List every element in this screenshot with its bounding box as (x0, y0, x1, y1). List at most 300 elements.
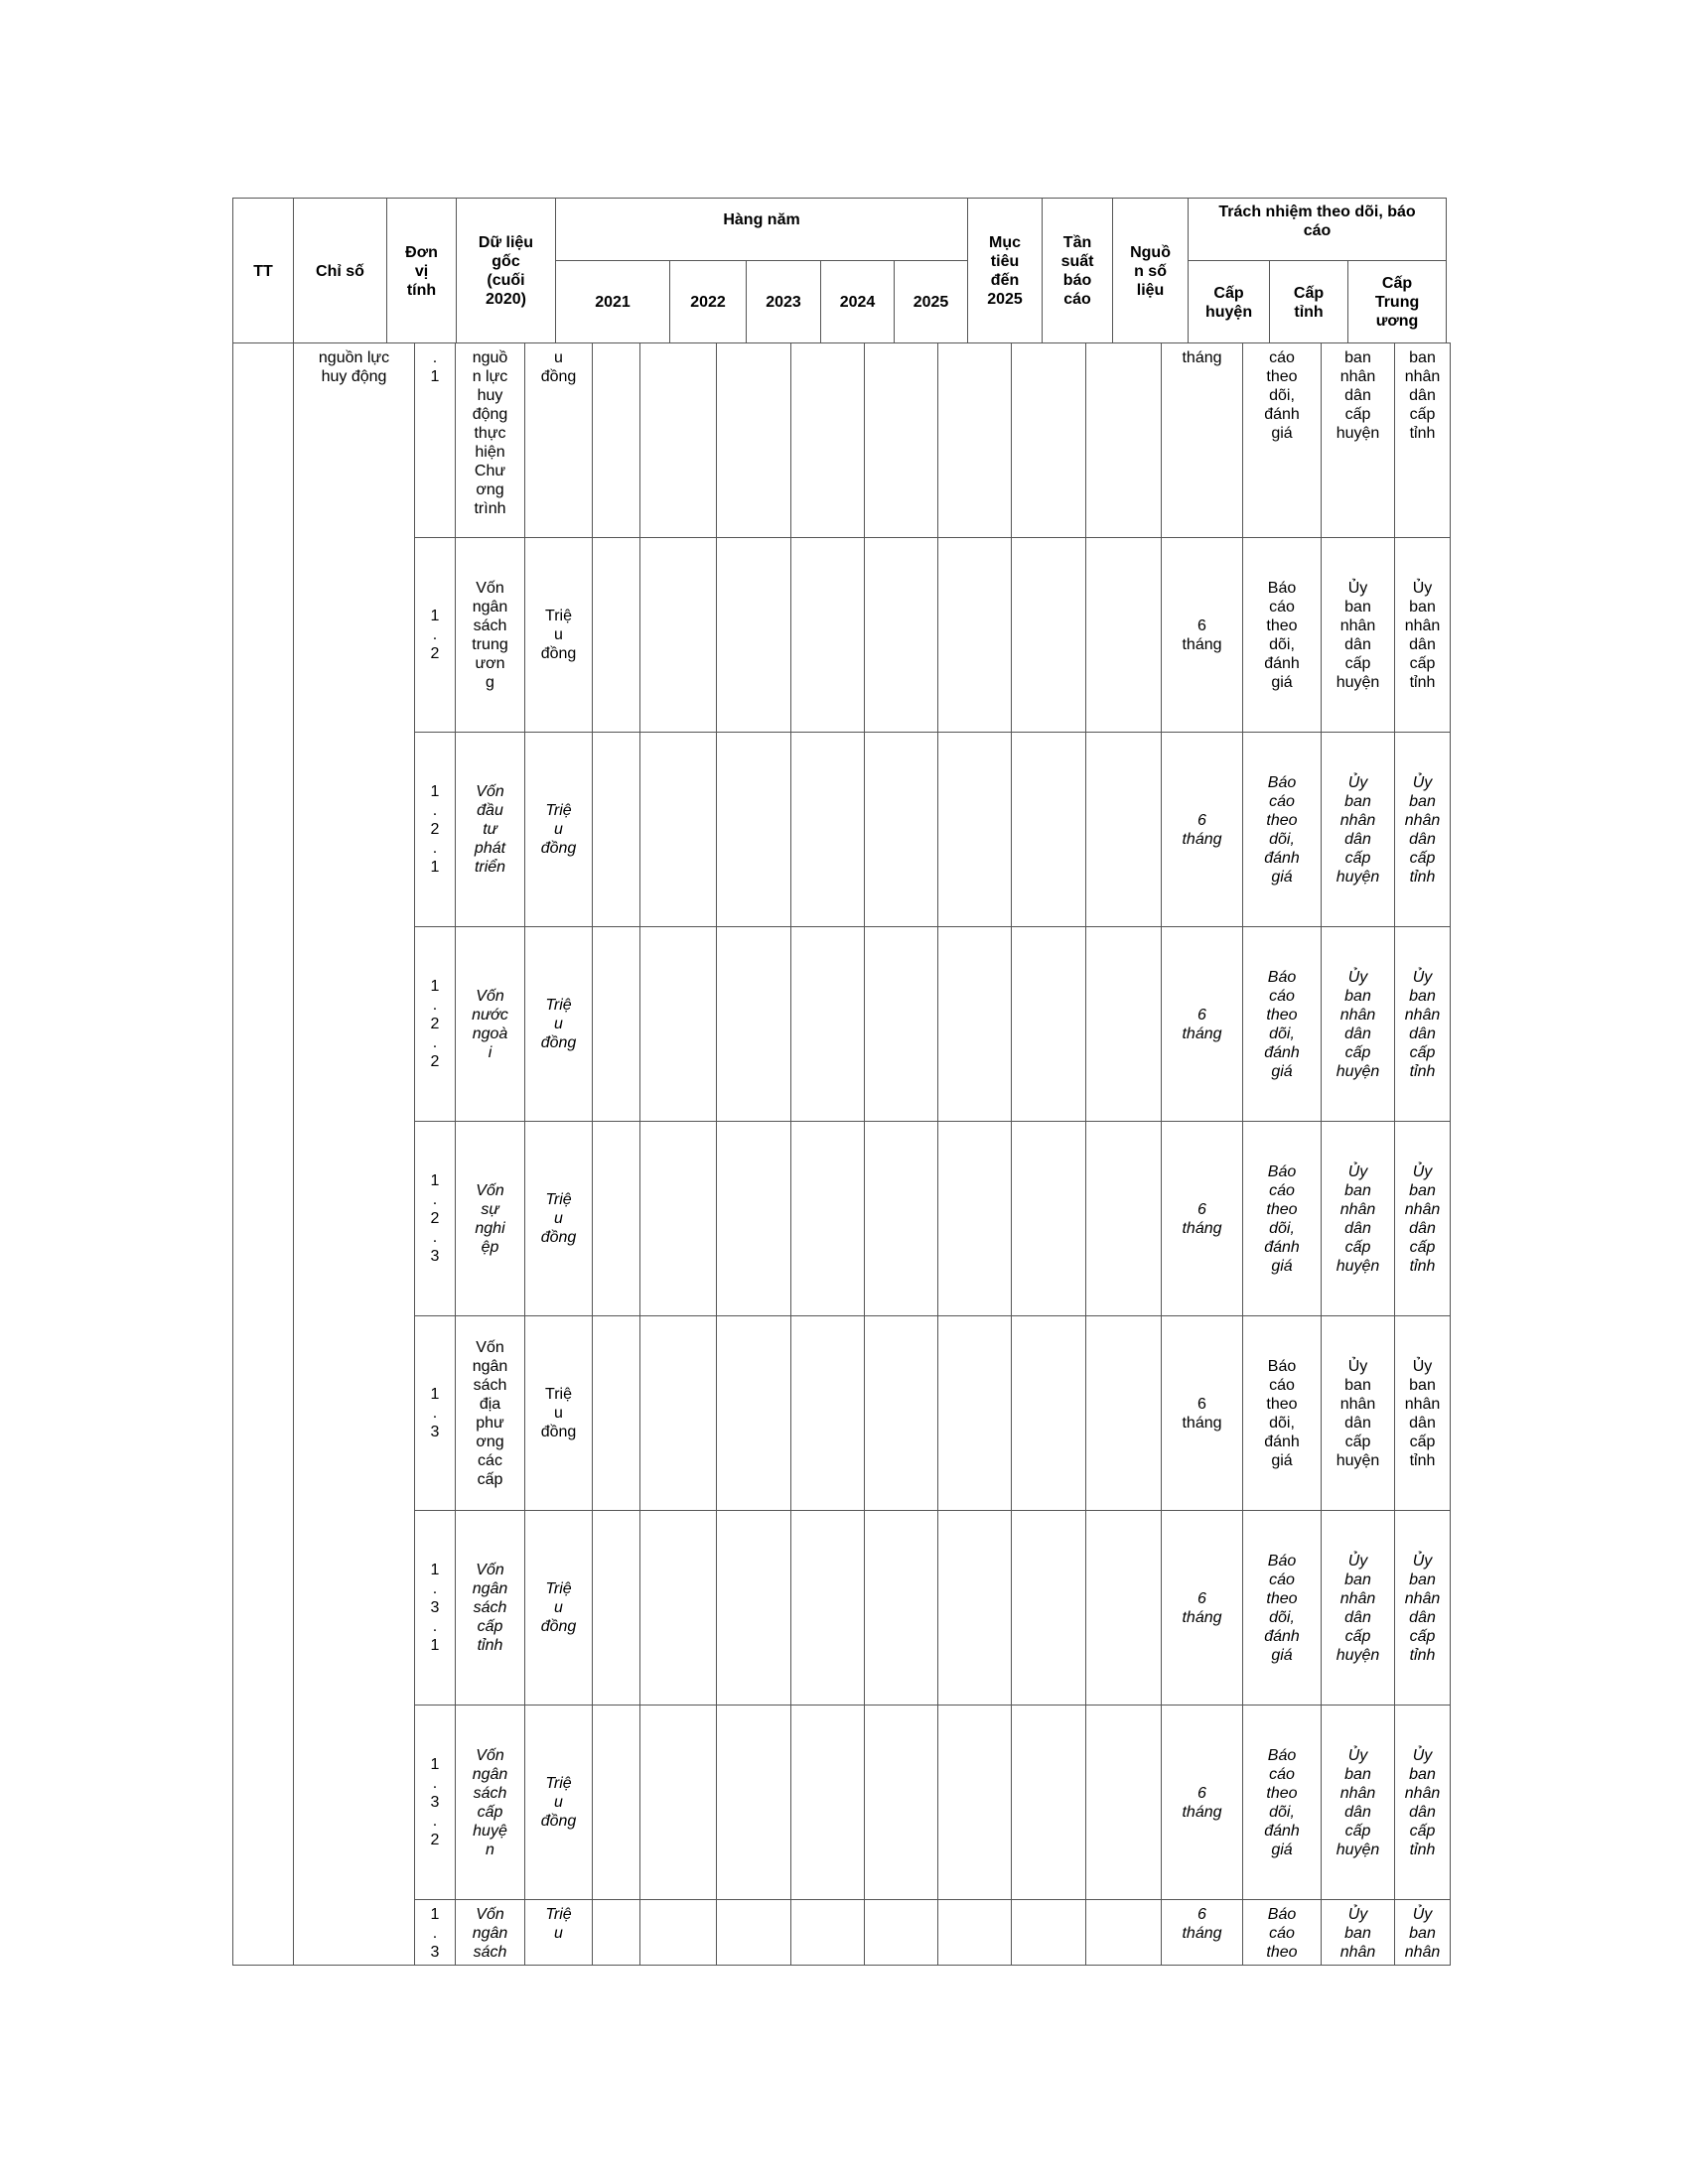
row-source-line: Báo (1267, 1746, 1297, 1764)
row-huyen-cell (1322, 733, 1395, 927)
header-text-line: tiêu (990, 253, 1020, 270)
row-number-line: . (432, 1191, 438, 1208)
row-tinh-line: dân (1409, 1024, 1436, 1042)
row-huyen-line: Ủy (1347, 1552, 1368, 1570)
empty-value-cell (865, 1316, 938, 1511)
empty-value-cell (938, 1316, 1012, 1511)
empty-value-cell (791, 733, 865, 927)
row-name-line: tỉnh (477, 1637, 503, 1654)
row-huyen-line: Ủy (1347, 579, 1368, 597)
row-number-line: 3 (430, 1599, 440, 1616)
row-tinh-cell (1395, 733, 1451, 927)
row-tinh-line: nhân (1404, 1784, 1441, 1802)
empty-value-cell (791, 1511, 865, 1706)
chi-so-line: huy động (321, 368, 387, 385)
row-huyen-line: nhân (1339, 811, 1376, 829)
row-name-line: ngân (472, 1925, 508, 1942)
row-name-line: g (486, 673, 494, 691)
header-year-2024: 2024 (821, 261, 895, 344)
row-huyen-line: huyện (1336, 1451, 1380, 1469)
row-source-cell (1243, 1900, 1322, 1966)
row-huyen-line: dân (1344, 1024, 1371, 1042)
row-frequency-line: 6 (1197, 1395, 1206, 1413)
header-du-lieu-goc (457, 199, 556, 344)
row-number-cell (415, 927, 456, 1122)
row-huyen-line: nhân (1339, 1589, 1376, 1607)
empty-value-cell (717, 343, 791, 538)
empty-value-cell (717, 927, 791, 1122)
row-source-line: cáo (1269, 349, 1295, 366)
header-year-2021: 2021 (556, 261, 670, 344)
row-name-line: động (472, 406, 508, 423)
row-name-line: nước (472, 1006, 508, 1024)
row-source-line: đánh (1264, 1822, 1300, 1840)
row-frequency-line: 6 (1197, 616, 1206, 634)
row-tinh-line: cấp (1409, 654, 1436, 672)
row-huyen-line: dân (1344, 1608, 1371, 1626)
row-name-line: cấp (477, 1470, 503, 1488)
row-huyen-line: nhân (1339, 1200, 1376, 1218)
row-number-line: 2 (430, 1016, 440, 1032)
row-huyen-line: Ủy (1347, 1357, 1368, 1375)
empty-value-cell (593, 1122, 640, 1316)
row-number-line: 1 (430, 608, 440, 624)
row-huyen-line: ban (1344, 1376, 1371, 1394)
row-tinh-line: Ủy (1412, 1162, 1433, 1180)
header-cap-huyen (1189, 261, 1270, 344)
row-frequency-cell (1162, 538, 1243, 733)
header-table (232, 198, 1447, 344)
row-source-line: theo (1266, 1200, 1298, 1218)
row-name-line: sự (481, 1200, 499, 1218)
row-tinh-line: dân (1409, 1219, 1436, 1237)
empty-value-cell (640, 1900, 717, 1966)
row-tinh-line: cấp (1409, 1238, 1436, 1256)
row-tinh-line: nhân (1404, 1200, 1441, 1218)
header-text-line: n số (1134, 262, 1167, 280)
row-huyen-line: cấp (1344, 654, 1371, 672)
header-text-line: Cấp (1293, 284, 1325, 302)
row-number-line: 3 (430, 1944, 440, 1961)
row-tinh-line: tỉnh (1409, 425, 1436, 442)
header-text-line: Nguồ (1130, 243, 1171, 261)
empty-value-cell (593, 1900, 640, 1966)
row-name-line: sách (473, 1599, 507, 1616)
row-number-line: . (432, 1034, 438, 1051)
row-source-line: giá (1271, 1451, 1293, 1469)
header-text-line: cáo (1303, 222, 1332, 239)
row-huyen-line: huyện (1336, 1841, 1380, 1858)
row-number-line: . (432, 1580, 438, 1597)
row-tinh-line: ban (1409, 349, 1436, 366)
empty-value-cell (1012, 538, 1086, 733)
row-frequency-line: 6 (1197, 811, 1206, 829)
row-frequency-line: tháng (1182, 1024, 1222, 1042)
empty-value-cell (593, 1511, 640, 1706)
row-source-line: cáo (1269, 1181, 1295, 1199)
row-huyen-cell (1322, 343, 1395, 538)
row-source-line: Báo (1267, 1357, 1297, 1375)
empty-value-cell (791, 927, 865, 1122)
row-name-line: thực (474, 425, 506, 442)
empty-value-cell (593, 927, 640, 1122)
row-unit-cell (525, 1316, 593, 1511)
row-huyen-line: cấp (1344, 1043, 1371, 1061)
row-frequency-line: 6 (1197, 1906, 1206, 1923)
empty-value-cell (1012, 1122, 1086, 1316)
row-name-cell (456, 927, 525, 1122)
header-text-line: suất (1060, 253, 1094, 270)
empty-value-cell (865, 538, 938, 733)
header-text-line: (cuối (487, 272, 525, 289)
row-number-line: 3 (430, 1424, 440, 1440)
row-source-line: đánh (1264, 849, 1300, 867)
header-text-line: Cấp (1381, 275, 1413, 292)
row-source-line: đánh (1264, 1043, 1300, 1061)
empty-value-cell (865, 1122, 938, 1316)
empty-value-cell (717, 1706, 791, 1900)
empty-value-cell (865, 343, 938, 538)
row-tinh-line: ban (1409, 1376, 1436, 1394)
empty-value-cell (1012, 1706, 1086, 1900)
row-source-cell (1243, 1122, 1322, 1316)
row-name-cell (456, 1900, 525, 1966)
row-huyen-line: nhân (1339, 368, 1376, 385)
row-source-cell (1243, 1706, 1322, 1900)
row-unit-line: u (554, 821, 563, 838)
row-unit-line: Triệ (545, 1775, 572, 1792)
row-huyen-line: dân (1344, 830, 1371, 848)
table-row (233, 538, 1451, 733)
empty-value-cell (640, 343, 717, 538)
header-text-line: tính (406, 281, 437, 299)
row-source-line: cáo (1269, 792, 1295, 810)
row-number-line: . (432, 349, 438, 366)
row-tinh-line: cấp (1409, 1822, 1436, 1840)
row-source-line: dõi, (1269, 635, 1295, 653)
empty-value-cell (1012, 343, 1086, 538)
row-frequency-cell (1162, 1511, 1243, 1706)
empty-value-cell (1086, 1316, 1162, 1511)
row-huyen-line: nhân (1339, 1944, 1376, 1961)
row-unit-line: u (554, 1016, 563, 1032)
row-huyen-line: cấp (1344, 1822, 1371, 1840)
row-number-cell (415, 1706, 456, 1900)
empty-value-cell (640, 1316, 717, 1511)
row-huyen-line: huyện (1336, 1062, 1380, 1080)
row-huyen-line: ban (1344, 1570, 1371, 1588)
row-number-line: . (432, 1229, 438, 1246)
empty-value-cell (1086, 1122, 1162, 1316)
row-unit-line: đồng (540, 1424, 577, 1440)
row-number-cell (415, 1511, 456, 1706)
row-frequency-cell (1162, 733, 1243, 927)
empty-value-cell (593, 1316, 640, 1511)
row-frequency-line: 6 (1197, 1589, 1206, 1607)
header-text-line: Trung (1374, 294, 1420, 311)
header-text-line: Cấp (1213, 284, 1244, 302)
row-tinh-cell (1395, 927, 1451, 1122)
row-tinh-line: ban (1409, 598, 1436, 615)
row-number-cell (415, 733, 456, 927)
row-source-cell (1243, 927, 1322, 1122)
table-row (233, 1900, 1451, 1966)
empty-value-cell (640, 538, 717, 733)
row-source-line: giá (1271, 1646, 1293, 1664)
header-text-line: liệu (1136, 281, 1165, 299)
row-huyen-line: huyện (1336, 868, 1380, 886)
row-huyen-line: huyện (1336, 1257, 1380, 1275)
row-name-line: huyệ (473, 1822, 507, 1840)
row-number-cell (415, 343, 456, 538)
row-huyen-cell (1322, 1900, 1395, 1966)
row-number-line: . (432, 1405, 438, 1422)
row-unit-line: đồng (540, 840, 577, 857)
row-tinh-line: dân (1409, 830, 1436, 848)
header-tan-suat (1043, 199, 1113, 344)
row-number-line: . (432, 1813, 438, 1830)
header-text-line: Tần (1062, 234, 1092, 251)
row-unit-line: u (554, 1925, 563, 1942)
row-name-line: các (478, 1451, 502, 1469)
empty-value-cell (791, 1706, 865, 1900)
row-unit-cell (525, 927, 593, 1122)
empty-value-cell (1086, 1511, 1162, 1706)
row-name-line: n (486, 1841, 494, 1858)
empty-value-cell (791, 1900, 865, 1966)
row-unit-line: u (554, 1794, 563, 1811)
row-source-line: Báo (1267, 579, 1297, 597)
row-number-line: 3 (430, 1248, 440, 1265)
row-tinh-line: nhân (1404, 1589, 1441, 1607)
row-number-line: 1 (430, 1172, 440, 1189)
row-tinh-line: ban (1409, 1925, 1436, 1942)
row-tinh-line: tỉnh (1409, 1451, 1436, 1469)
row-source-line: Báo (1267, 1552, 1297, 1570)
row-unit-line: đồng (540, 1034, 577, 1051)
row-source-line: cáo (1269, 1376, 1295, 1394)
row-huyen-line: nhân (1339, 1006, 1376, 1024)
empty-value-cell (640, 927, 717, 1122)
row-tinh-line: Ủy (1412, 1552, 1433, 1570)
row-number-line: . (432, 626, 438, 643)
row-source-line: dõi, (1269, 1414, 1295, 1432)
row-name-line: ơng (476, 1433, 504, 1450)
row-frequency-line: 6 (1197, 1200, 1206, 1218)
row-huyen-line: cấp (1344, 849, 1371, 867)
row-tinh-line: ban (1409, 1570, 1436, 1588)
row-name-line: n lực (472, 368, 508, 385)
row-huyen-line: huyện (1336, 673, 1380, 691)
row-huyen-line: ban (1344, 1925, 1371, 1942)
row-source-line: cáo (1269, 987, 1295, 1005)
empty-value-cell (791, 1316, 865, 1511)
header-chi-so: Chỉ số (294, 199, 387, 344)
empty-value-cell (938, 1511, 1012, 1706)
row-source-cell (1243, 1511, 1322, 1706)
header-don-vi-tinh (387, 199, 457, 344)
row-name-cell (456, 538, 525, 733)
header-text-line: Mục (989, 234, 1022, 251)
header-trach-nhiem (1189, 199, 1447, 261)
row-tinh-line: dân (1409, 1608, 1436, 1626)
row-number-line: 2 (430, 821, 440, 838)
row-tinh-line: Ủy (1412, 968, 1433, 986)
row-unit-cell (525, 1511, 593, 1706)
empty-value-cell (717, 1511, 791, 1706)
row-source-line: dõi, (1269, 1608, 1295, 1626)
table-row (233, 927, 1451, 1122)
row-tinh-line: nhân (1404, 811, 1441, 829)
row-huyen-line: cấp (1344, 1238, 1371, 1256)
row-tinh-line: dân (1409, 635, 1436, 653)
row-unit-cell (525, 1706, 593, 1900)
row-unit-line: đồng (540, 1618, 577, 1635)
row-number-line: 1 (430, 1906, 440, 1923)
row-source-line: giá (1271, 1257, 1293, 1275)
row-name-line: ệp (481, 1238, 499, 1256)
header-text-line: báo (1062, 272, 1092, 289)
table-row (233, 1316, 1451, 1511)
row-frequency-cell (1162, 1900, 1243, 1966)
row-number-line: 3 (430, 1794, 440, 1811)
row-frequency-line: tháng (1182, 1414, 1222, 1432)
row-huyen-line: ban (1344, 1765, 1371, 1783)
row-name-line: cấp (477, 1803, 503, 1821)
row-number-line: 1 (430, 1756, 440, 1773)
row-huyen-line: dân (1344, 387, 1371, 404)
header-text-line: gốc (492, 253, 520, 270)
header-text-line: 2025 (987, 291, 1023, 308)
row-tinh-cell (1395, 1316, 1451, 1511)
header-tt: TT (233, 199, 294, 344)
row-huyen-line: Ủy (1347, 1906, 1368, 1923)
row-number-cell (415, 1900, 456, 1966)
row-source-line: đánh (1264, 654, 1300, 672)
row-name-cell (456, 1122, 525, 1316)
row-unit-line: u (554, 1210, 563, 1227)
empty-value-cell (1086, 343, 1162, 538)
row-frequency-cell (1162, 343, 1243, 538)
empty-value-cell (1012, 1316, 1086, 1511)
row-tinh-cell (1395, 1900, 1451, 1966)
row-tinh-line: dân (1409, 387, 1436, 404)
empty-value-cell (865, 733, 938, 927)
empty-value-cell (938, 343, 1012, 538)
row-source-line: theo (1266, 1395, 1298, 1413)
row-huyen-line: huyện (1336, 425, 1380, 442)
header-text-line: tỉnh (1294, 303, 1324, 321)
row-huyen-line: nhân (1339, 1784, 1376, 1802)
header-text-line: Trách nhiệm theo dõi, báo (1218, 204, 1416, 220)
empty-value-cell (1086, 1900, 1162, 1966)
row-huyen-line: dân (1344, 1219, 1371, 1237)
row-source-line: theo (1266, 368, 1298, 385)
empty-value-cell (640, 1706, 717, 1900)
empty-value-cell (865, 927, 938, 1122)
table-row (233, 733, 1451, 927)
row-name-line: hiện (475, 444, 505, 461)
row-tinh-line: tỉnh (1409, 1646, 1436, 1664)
row-source-line: Báo (1267, 1906, 1297, 1923)
row-number-line: 1 (430, 368, 440, 385)
row-huyen-cell (1322, 1122, 1395, 1316)
row-frequency-cell (1162, 1122, 1243, 1316)
row-name-line: ngân (472, 1580, 508, 1597)
row-number-cell (415, 1316, 456, 1511)
empty-value-cell (1012, 1900, 1086, 1966)
row-name-line: Vốn (476, 1906, 504, 1923)
row-number-line: . (432, 1775, 438, 1792)
table-row (233, 1706, 1451, 1900)
row-name-line: trung (472, 635, 508, 653)
row-tinh-line: Ủy (1412, 579, 1433, 597)
row-number-line: . (432, 997, 438, 1014)
empty-value-cell (717, 1122, 791, 1316)
row-tinh-line: ban (1409, 987, 1436, 1005)
empty-value-cell (938, 538, 1012, 733)
row-source-line: dõi, (1269, 1024, 1295, 1042)
chi-so-cell (294, 343, 415, 1966)
row-unit-line: Triệ (545, 1191, 572, 1208)
row-source-line: dõi, (1269, 1803, 1295, 1821)
row-tinh-line: nhân (1404, 1944, 1441, 1961)
row-name-line: Vốn (476, 987, 504, 1005)
row-name-line: Vốn (476, 1338, 504, 1356)
row-number-line: . (432, 1925, 438, 1942)
row-frequency-cell (1162, 1706, 1243, 1900)
row-tinh-line: Ủy (1412, 1906, 1433, 1923)
row-unit-line: đồng (540, 368, 577, 385)
row-source-cell (1243, 343, 1322, 538)
row-unit-cell (525, 1900, 593, 1966)
row-name-line: phư (476, 1414, 504, 1432)
row-huyen-line: ban (1344, 792, 1371, 810)
row-name-cell (456, 343, 525, 538)
empty-value-cell (865, 1706, 938, 1900)
row-unit-line: Triệ (545, 1386, 572, 1403)
row-number-line: . (432, 802, 438, 819)
row-tinh-line: nhân (1404, 616, 1441, 634)
empty-value-cell (640, 733, 717, 927)
row-source-cell (1243, 733, 1322, 927)
row-frequency-line: tháng (1182, 1219, 1222, 1237)
empty-value-cell (938, 1706, 1012, 1900)
row-source-line: theo (1266, 811, 1298, 829)
row-huyen-cell (1322, 538, 1395, 733)
row-number-line: 2 (430, 645, 440, 662)
row-unit-line: đồng (540, 645, 577, 662)
header-year-2025: 2025 (895, 261, 968, 344)
empty-value-cell (1012, 927, 1086, 1122)
row-huyen-line: huyện (1336, 1646, 1380, 1664)
row-tinh-line: dân (1409, 1414, 1436, 1432)
row-source-line: dõi, (1269, 387, 1295, 404)
row-name-line: ươn (475, 654, 505, 672)
empty-value-cell (1086, 538, 1162, 733)
row-name-line: sách (473, 616, 507, 634)
row-huyen-cell (1322, 1316, 1395, 1511)
row-source-line: đánh (1264, 1238, 1300, 1256)
row-tinh-line: nhân (1404, 1006, 1441, 1024)
row-tinh-line: tỉnh (1409, 868, 1436, 886)
row-source-line: giá (1271, 1841, 1293, 1858)
row-source-line: đánh (1264, 1627, 1300, 1645)
header-nguon-so-lieu (1113, 199, 1189, 344)
row-name-line: huy (477, 387, 503, 404)
row-tinh-line: tỉnh (1409, 1062, 1436, 1080)
empty-value-cell (938, 1900, 1012, 1966)
